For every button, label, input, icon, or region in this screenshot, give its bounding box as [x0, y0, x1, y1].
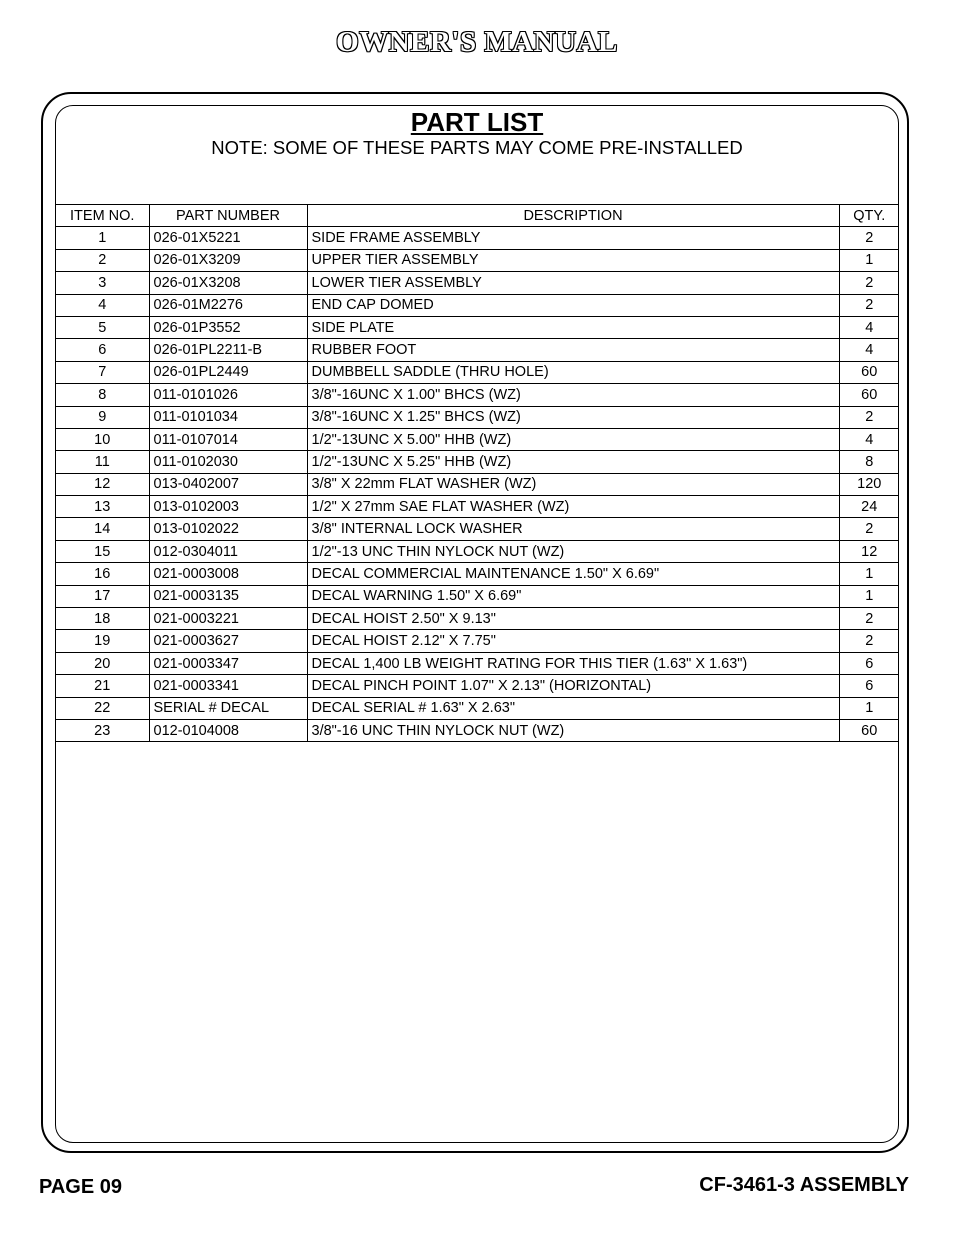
description-cell: LOWER TIER ASSEMBLY [307, 272, 839, 294]
part-number-cell: 011-0107014 [149, 428, 307, 450]
qty-cell: 1 [839, 585, 899, 607]
description-cell: 3/8" X 22mm FLAT WASHER (WZ) [307, 473, 839, 495]
description-cell: DECAL PINCH POINT 1.07" X 2.13" (HORIZONTAL) [307, 675, 839, 697]
description-cell: 1/2"-13 UNC THIN NYLOCK NUT (WZ) [307, 540, 839, 562]
item-no-cell: 15 [56, 540, 149, 562]
qty-cell: 60 [839, 361, 899, 383]
qty-cell: 8 [839, 451, 899, 473]
qty-cell: 6 [839, 652, 899, 674]
description-cell: 3/8"-16UNC X 1.25" BHCS (WZ) [307, 406, 839, 428]
description-cell: SIDE FRAME ASSEMBLY [307, 227, 839, 249]
table-row [56, 451, 899, 473]
description-cell: 1/2"-13UNC X 5.00" HHB (WZ) [307, 428, 839, 450]
item-no-cell: 7 [56, 361, 149, 383]
qty-cell: 2 [839, 608, 899, 630]
table-row [56, 540, 899, 562]
description-cell: DECAL COMMERCIAL MAINTENANCE 1.50" X 6.69" [307, 563, 839, 585]
table-row [56, 675, 899, 697]
qty-cell: 2 [839, 227, 899, 249]
part-number-cell: 021-0003627 [149, 630, 307, 652]
table-row [56, 361, 899, 383]
part-number-cell: 021-0003008 [149, 563, 307, 585]
table-row [56, 294, 899, 316]
description-cell: RUBBER FOOT [307, 339, 839, 361]
qty-cell: 2 [839, 518, 899, 540]
part-number-cell: 026-01M2276 [149, 294, 307, 316]
part-number-cell: 026-01PL2211-B [149, 339, 307, 361]
item-no-cell: 12 [56, 473, 149, 495]
item-no-cell: 11 [56, 451, 149, 473]
part-number-cell: 021-0003347 [149, 652, 307, 674]
qty-cell: 4 [839, 428, 899, 450]
description-cell: 3/8"-16UNC X 1.00" BHCS (WZ) [307, 384, 839, 406]
table-row [56, 406, 899, 428]
pre-installed-note: NOTE: SOME OF THESE PARTS MAY COME PRE-INSTALLED [211, 137, 743, 158]
table-row [56, 227, 899, 249]
part-number-cell: 012-0104008 [149, 719, 307, 741]
table-row [56, 473, 899, 495]
description-cell: DECAL WARNING 1.50" X 6.69" [307, 585, 839, 607]
qty-cell: 2 [839, 294, 899, 316]
table-row [56, 518, 899, 540]
part-number-cell: 012-0304011 [149, 540, 307, 562]
item-no-cell: 3 [56, 272, 149, 294]
table-row [56, 585, 899, 607]
part-number-cell: 021-0003341 [149, 675, 307, 697]
table-row [56, 384, 899, 406]
qty-cell: 60 [839, 719, 899, 741]
part-number-cell: 026-01X5221 [149, 227, 307, 249]
table-row [56, 608, 899, 630]
qty-cell: 2 [839, 406, 899, 428]
description-cell: DECAL HOIST 2.50" X 9.13" [307, 608, 839, 630]
qty-cell: 2 [839, 272, 899, 294]
table-row [56, 428, 899, 450]
part-number-cell: 026-01PL2449 [149, 361, 307, 383]
item-no-cell: 14 [56, 518, 149, 540]
description-cell: 3/8"-16 UNC THIN NYLOCK NUT (WZ) [307, 719, 839, 741]
part-number-cell: 011-0102030 [149, 451, 307, 473]
qty-cell: 2 [839, 630, 899, 652]
part-number-cell: 026-01P3552 [149, 316, 307, 338]
part-number-cell: 021-0003221 [149, 608, 307, 630]
description-cell: DUMBBELL SADDLE (THRU HOLE) [307, 361, 839, 383]
item-no-cell: 5 [56, 316, 149, 338]
item-no-cell: 9 [56, 406, 149, 428]
qty-cell: 1 [839, 249, 899, 271]
description-cell: SIDE PLATE [307, 316, 839, 338]
qty-cell: 120 [839, 473, 899, 495]
parts-table [56, 204, 899, 742]
description-cell: 3/8" INTERNAL LOCK WASHER [307, 518, 839, 540]
part-number-cell: 011-0101034 [149, 406, 307, 428]
part-number-cell: SERIAL # DECAL [149, 697, 307, 719]
parts-table-body [56, 227, 899, 742]
table-row [56, 316, 899, 338]
qty-cell: 60 [839, 384, 899, 406]
table-row [56, 697, 899, 719]
description-cell: UPPER TIER ASSEMBLY [307, 249, 839, 271]
page-number: PAGE 09 [39, 1176, 122, 1198]
table-row [56, 272, 899, 294]
item-no-cell: 19 [56, 630, 149, 652]
item-no-cell: 6 [56, 339, 149, 361]
column-header-item-no: ITEM NO. [56, 205, 149, 227]
qty-cell: 1 [839, 697, 899, 719]
table-row [56, 630, 899, 652]
description-cell: DECAL HOIST 2.12" X 7.75" [307, 630, 839, 652]
column-header-part-number: PART NUMBER [149, 205, 307, 227]
item-no-cell: 22 [56, 697, 149, 719]
description-cell: DECAL SERIAL # 1.63" X 2.63" [307, 697, 839, 719]
qty-cell: 4 [839, 316, 899, 338]
item-no-cell: 17 [56, 585, 149, 607]
part-number-cell: 013-0102003 [149, 496, 307, 518]
item-no-cell: 1 [56, 227, 149, 249]
item-no-cell: 20 [56, 652, 149, 674]
part-number-cell: 026-01X3208 [149, 272, 307, 294]
part-number-cell: 026-01X3209 [149, 249, 307, 271]
part-list-title: PART LIST [410, 107, 544, 137]
qty-cell: 1 [839, 563, 899, 585]
item-no-cell: 10 [56, 428, 149, 450]
qty-cell: 12 [839, 540, 899, 562]
table-row [56, 719, 899, 741]
model-assembly-label: CF-3461-3 ASSEMBLY [699, 1174, 909, 1196]
item-no-cell: 23 [56, 719, 149, 741]
item-no-cell: 21 [56, 675, 149, 697]
part-number-cell: 021-0003135 [149, 585, 307, 607]
part-number-cell: 013-0102022 [149, 518, 307, 540]
column-header-description: DESCRIPTION [307, 205, 839, 227]
part-number-cell: 011-0101026 [149, 384, 307, 406]
item-no-cell: 4 [56, 294, 149, 316]
qty-cell: 6 [839, 675, 899, 697]
manual-title: OWNER'S MANUAL [336, 26, 618, 58]
table-row [56, 339, 899, 361]
qty-cell: 4 [839, 339, 899, 361]
description-cell: 1/2"-13UNC X 5.25" HHB (WZ) [307, 451, 839, 473]
item-no-cell: 2 [56, 249, 149, 271]
description-cell: END CAP DOMED [307, 294, 839, 316]
description-cell: 1/2" X 27mm SAE FLAT WASHER (WZ) [307, 496, 839, 518]
qty-cell: 24 [839, 496, 899, 518]
description-cell: DECAL 1,400 LB WEIGHT RATING FOR THIS TIER (1.63" X 1.63") [307, 652, 839, 674]
table-row [56, 249, 899, 271]
table-row [56, 563, 899, 585]
item-no-cell: 18 [56, 608, 149, 630]
part-number-cell: 013-0402007 [149, 473, 307, 495]
table-row [56, 496, 899, 518]
item-no-cell: 13 [56, 496, 149, 518]
table-row [56, 652, 899, 674]
table-header-row [56, 205, 899, 227]
item-no-cell: 16 [56, 563, 149, 585]
column-header-qty: QTY. [839, 205, 899, 227]
item-no-cell: 8 [56, 384, 149, 406]
